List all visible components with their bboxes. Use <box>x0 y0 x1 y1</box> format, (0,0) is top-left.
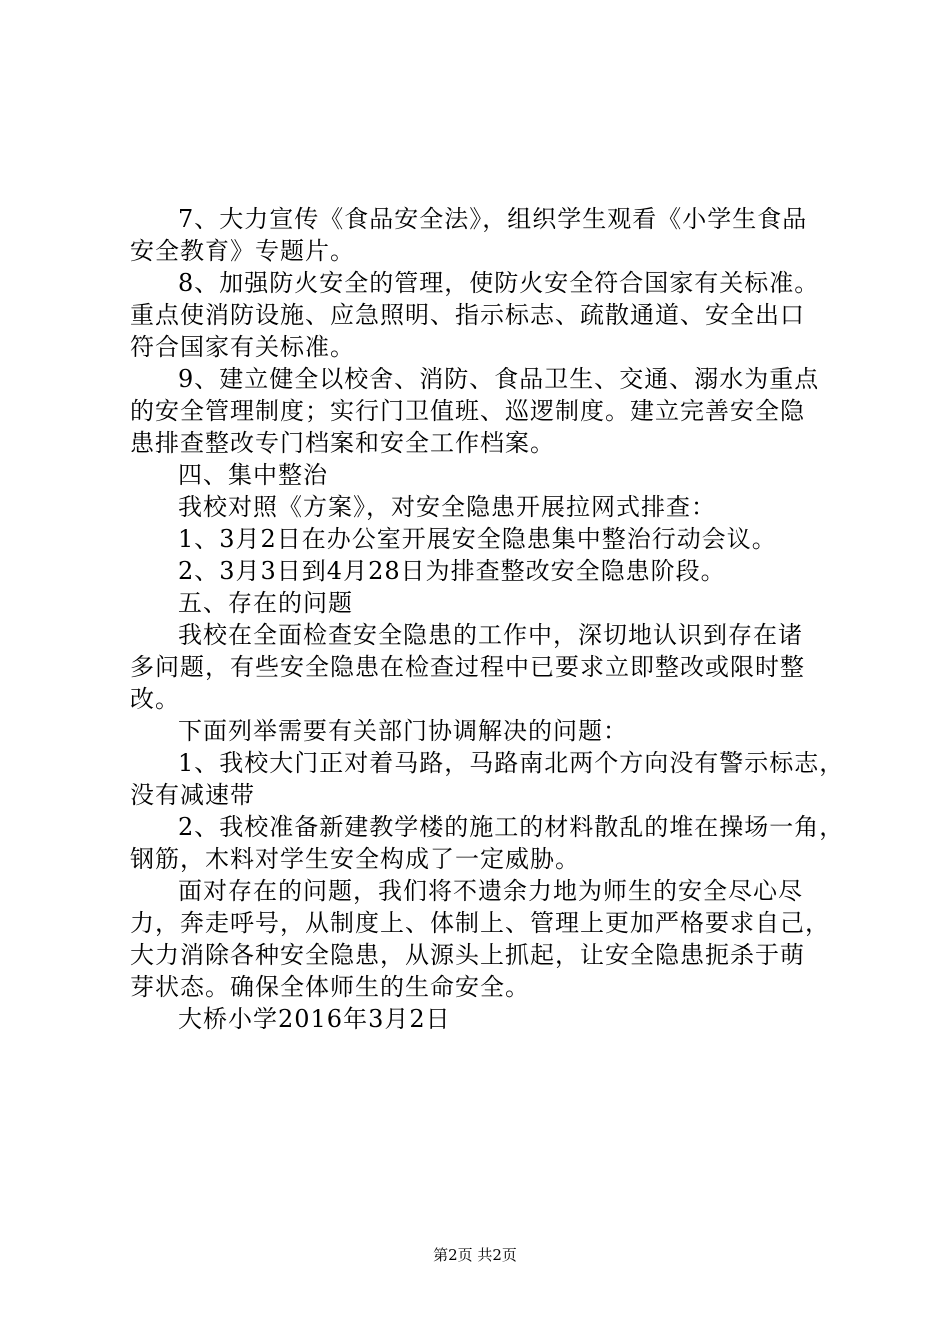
text-line: 我校对照《方案》，对安全隐患开展拉网式排查： <box>178 493 716 521</box>
text-line: 9、建立健全以校舍、消防、食品卫生、交通、溺水为重点 <box>178 365 820 393</box>
text-line: 面对存在的问题，我们将不遗余力地为师生的安全尽心尽 <box>178 877 803 905</box>
text-line: 重点使消防设施、应急照明、指示标志、疏散通道、安全出口 <box>130 301 805 329</box>
text-line: 2、我校准备新建教学楼的施工的材料散乱的堆在操场一角， <box>178 813 845 841</box>
text-line: 8、加强防火安全的管理，使防火安全符合国家有关标准。 <box>178 269 820 297</box>
text-line: 1、我校大门正对着马路，马路南北两个方向没有警示标志， <box>178 749 845 777</box>
text-line: 改。 <box>130 685 180 713</box>
text-line: 患排查整改专门档案和安全工作档案。 <box>130 429 555 457</box>
text-line: 大桥小学2016年3月2日 <box>178 1005 451 1033</box>
text-line: 力，奔走呼号，从制度上、体制上、管理上更加严格要求自己， <box>130 909 830 937</box>
text-line: 我校在全面检查安全隐患的工作中，深切地认识到存在诸 <box>178 621 803 649</box>
text-line: 7、大力宣传《食品安全法》，组织学生观看《小学生食品 <box>178 205 808 233</box>
text-line: 符合国家有关标准。 <box>130 333 355 361</box>
text-line: 2、3月3日到4月28日为排查整改安全隐患阶段。 <box>178 557 726 585</box>
text-line: 1、3月2日在办公室开展安全隐患集中整治行动会议。 <box>178 525 777 553</box>
text-line: 的安全管理制度；实行门卫值班、巡逻制度。建立完善安全隐 <box>130 397 805 425</box>
document-body <box>130 203 845 1035</box>
text-line: 四、集中整治 <box>178 461 328 489</box>
text-line: 安全教育》专题片。 <box>130 237 355 265</box>
text-line: 没有减速带 <box>130 781 255 809</box>
text-line: 大力消除各种安全隐患，从源头上抓起，让安全隐患扼杀于萌 <box>130 941 805 969</box>
text-line: 下面列举需要有关部门协调解决的问题： <box>178 717 628 745</box>
text-line: 芽状态。确保全体师生的生命安全。 <box>130 973 530 1001</box>
text-line: 多问题，有些安全隐患在检查过程中已要求立即整改或限时整 <box>130 653 805 681</box>
text-line: 钢筋，木料对学生安全构成了一定威胁。 <box>130 845 580 873</box>
page-footer: 第2页 共2页 <box>433 1246 517 1264</box>
text-line: 五、存在的问题 <box>178 589 353 617</box>
